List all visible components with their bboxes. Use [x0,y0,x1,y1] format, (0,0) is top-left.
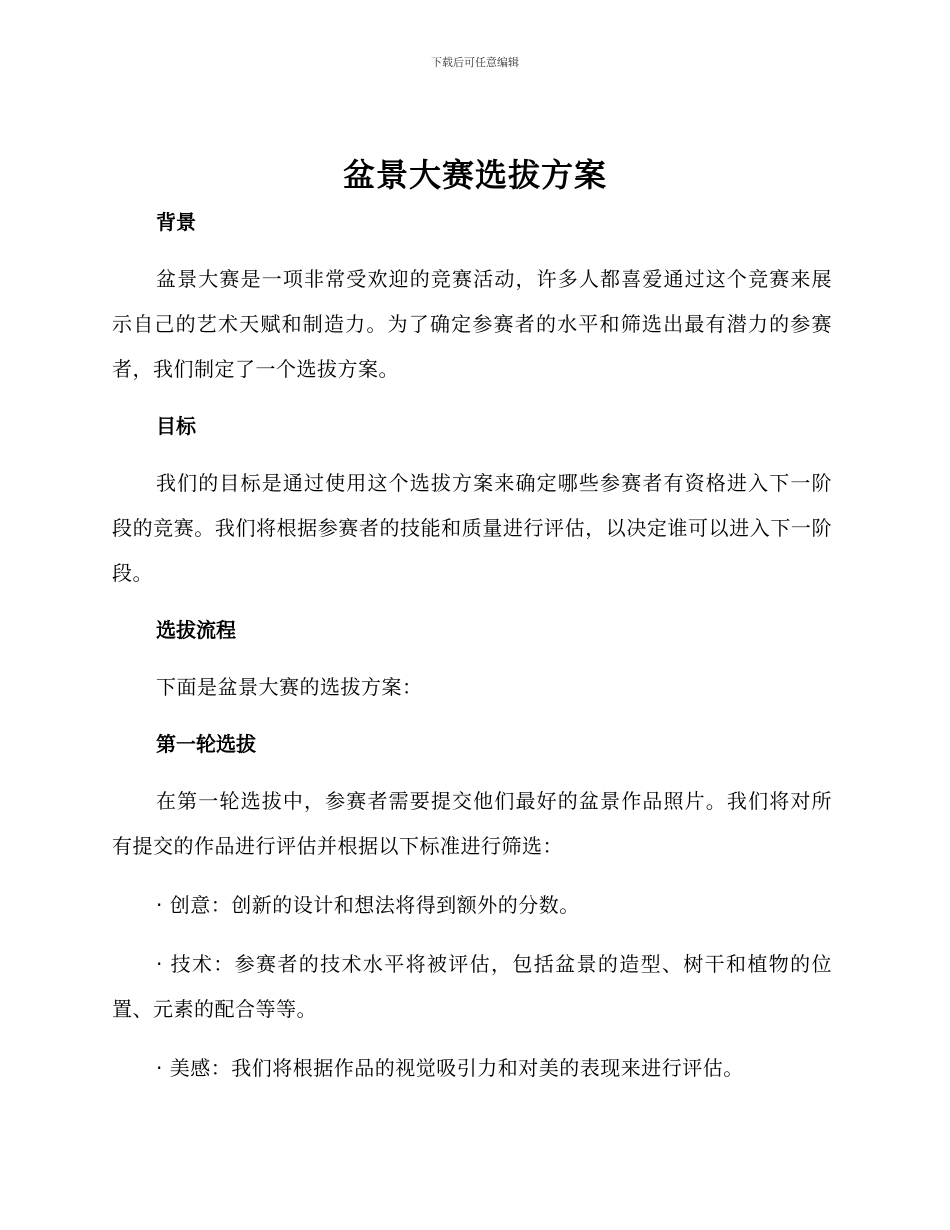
criteria-item-creativity: · 创意：创新的设计和想法将得到额外的分数。 [156,893,580,917]
section-heading-process: 选拔流程 [156,618,236,642]
section-text-process: 下面是盆景大赛的选拔方案： [156,675,423,699]
header-note: 下载后可任意编辑 [431,56,519,69]
section-text-round1: 在第一轮选拔中，参赛者需要提交他们最好的盆景作品照片。我们将对所有提交的作品进行评估并根据以下标准进行筛选： [112,789,832,858]
document-title: 盆景大赛选拔方案 [342,156,607,194]
section-text-goal: 我们的目标是通过使用这个选拔方案来确定哪些参赛者有资格进入下一阶段的竞赛。我们将根据参赛者的技能和质量进行评估，以决定谁可以进入下一阶段。 [112,471,832,585]
document-body [112,202,832,1091]
criteria-item-technique: · 技术：参赛者的技术水平将被评估，包括盆景的造型、树干和植物的位置、元素的配合等等。 [112,952,832,1021]
section-heading-round1: 第一轮选拔 [156,732,256,756]
section-text-background: 盆景大赛是一项非常受欢迎的竞赛活动，许多人都喜爱通过这个竞赛来展示自己的艺术天赋和制造力。为了确定参赛者的水平和筛选出最有潜力的参赛者，我们制定了一个选拔方案。 [112,267,832,381]
criteria-item-aesthetics: · 美感：我们将根据作品的视觉吸引力和对美的表现来进行评估。 [156,1056,744,1080]
section-heading-background: 背景 [156,210,196,234]
section-heading-goal: 目标 [156,414,196,438]
